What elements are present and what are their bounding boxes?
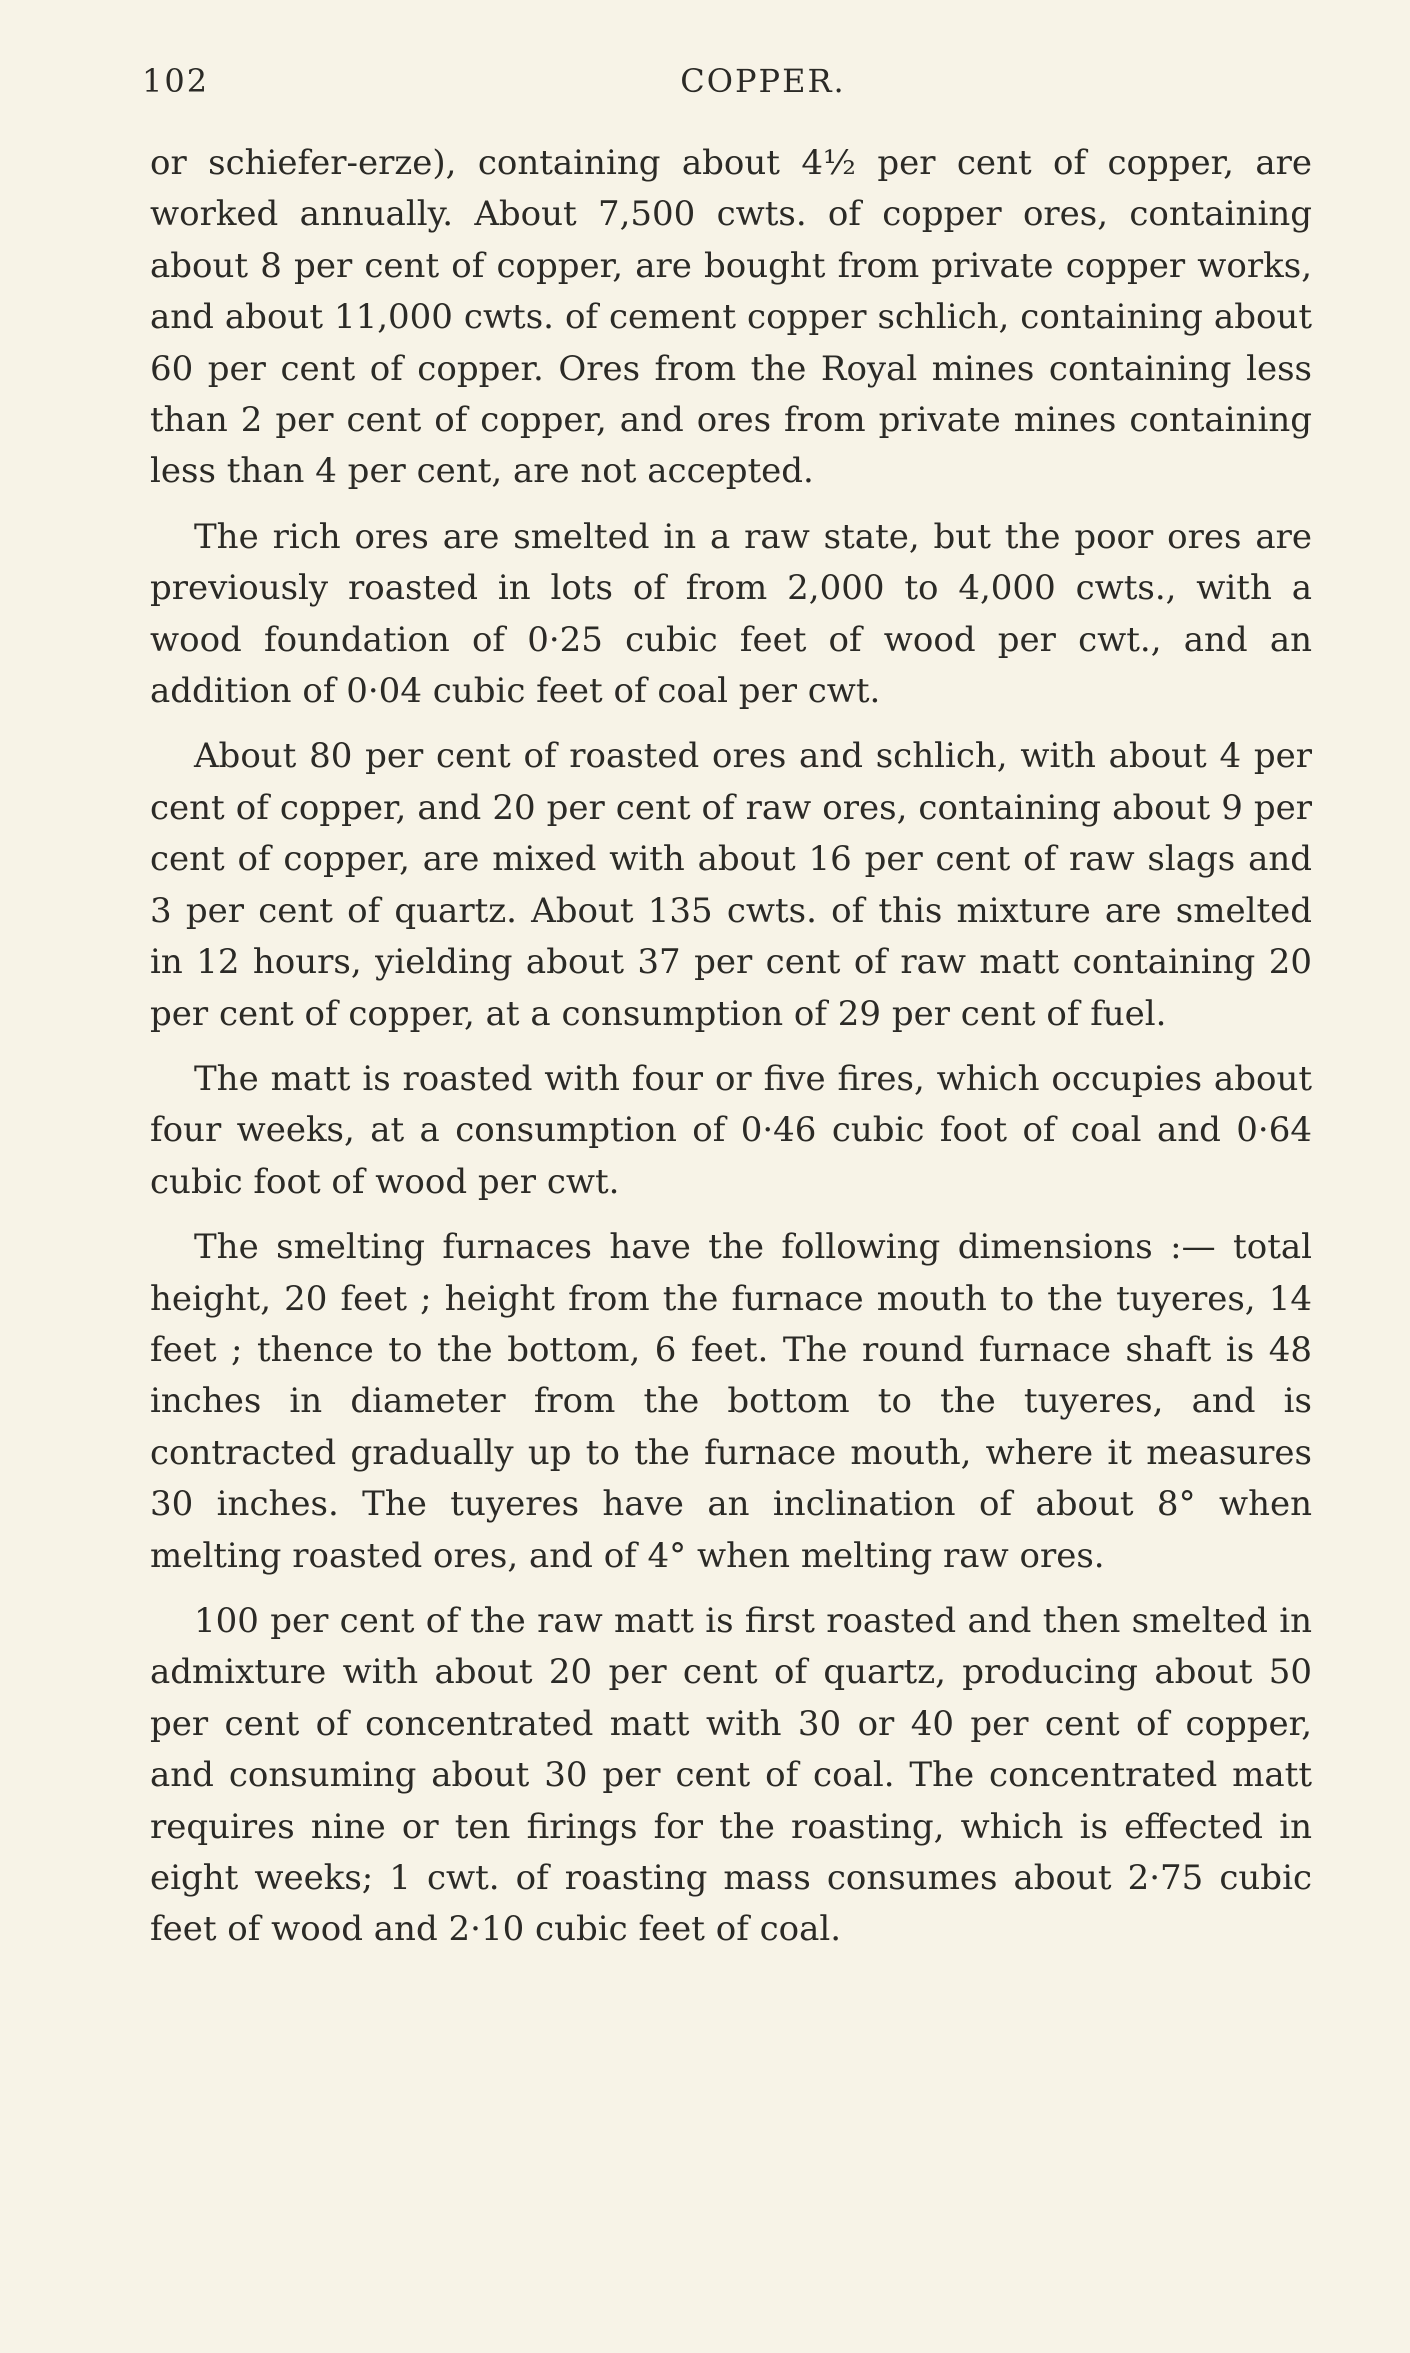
paragraph: About 80 per cent of roasted ores and schlich, with about 4 per cent of copper, and 20 per cent of raw ores, containing about 9 per cent of copper, are mixed with about 16 per cent of raw slags and 3 per cent of quartz. About 135 cwts. of this mixture are smelted in 12 hours, yielding about 37 per cent of raw matt containing 20 per cent of copper, at a consumption of 29 per cent of fuel.	[150, 736, 1312, 1034]
paragraph: The matt is roasted with four or five fires, which occupies about four weeks, at a consumption of 0·46 cubic foot of coal and 0·64 cubic foot of wood per cwt.	[150, 1058, 1312, 1202]
paragraph-continued: or schiefer-erze), containing about 4½ per cent of copper, are worked annually. About 7,500 cwts. of copper ores, containing about 8 per cent of copper, are bought from private copper works, and about 11,000 cwts. of cement copper schlich, containing about 60 per cent of copper. Ores from the Royal mines containing less than 2 per cent of copper, and ores from private mines containing less than 4 per cent, are not accepted.	[150, 143, 1312, 492]
paragraph: 100 per cent of the raw matt is first roasted and then smelted in admixture with about 20 per cent of quartz, producing about 50 per cent of concentrated matt with 30 or 40 per cent of copper, and consuming about 30 per cent of coal. The concentrated matt requires nine or ten firings for the roasting, which is effected in eight weeks; 1 cwt. of roasting mass consumes about 2·75 cubic feet of wood and 2·10 cubic feet of coal.	[150, 1600, 1312, 1950]
paragraph: The smelting furnaces have the following dimensions :— total height, 20 feet ; height from the furnace mouth to the tuyeres, 14 feet ; thence to the bottom, 6 feet. The round furnace shaft is 48 inches in diameter from the bottom to the tuyeres, and is contracted gradually up to the furnace mouth, where it measures 30 inches. The tuyeres have an inclination of about 8° when melting roasted ores, and of 4° when melting raw ores.	[150, 1227, 1312, 1576]
page-header	[138, 62, 1318, 112]
page-number: 102	[142, 62, 210, 100]
running-title: COPPER.	[680, 62, 846, 100]
paragraph: The rich ores are smelted in a raw state, but the poor ores are previously roasted in lots of from 2,000 to 4,000 cwts., with a wood foundation of 0·25 cubic feet of wood per cwt., and an addition of 0·04 cubic feet of coal per cwt.	[150, 516, 1312, 712]
body-text	[150, 138, 1312, 1970]
